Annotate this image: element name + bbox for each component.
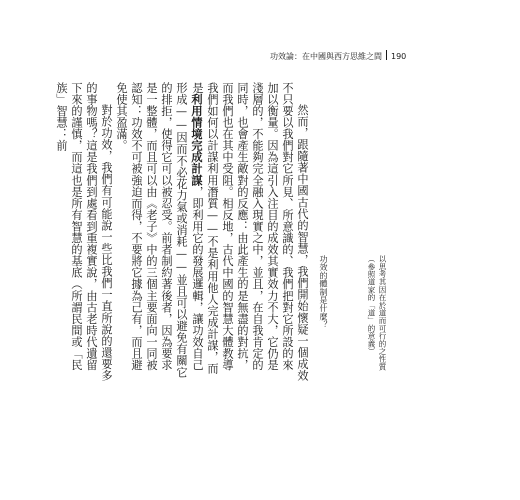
header-divider — [386, 50, 387, 60]
page-number: 190 — [391, 52, 407, 61]
paragraph-1-part-c: ，即利用它的發展邏輯，讓功效自己形成——因而不必花力氣或消耗——並且可以避免有關它的排拒，使得它可以被忍受。前者制約著後者，因為要求是一整體，而且可以由《老子》中的三個主要面向一同被認知：功效不可被強迫而得，不要將它據為己有，而且避免使其盈滿。 — [115, 82, 204, 378]
margin-note — [318, 255, 388, 375]
margin-note-question: 功效的體制是什麼？ — [319, 255, 328, 329]
paragraph-1-part-a: 然而，跟隨著中國古代的智慧，我們開始懷疑一個成效不只要以我們對它所見、所意識的、我們把對它所設的來加以衡量。因為這引入注目的成效其實效力不大，它仍是淺層的，不能夠完全融入現實之中，並且，在自我肯定的同時，也會產生敵對的反應：由此產生的是無盡的對抗，而我們也在其中受阻。相反地，古代中國的智慧大體教導我們如何以計謀利用潛質——不是利用他人完成計謀，而是 — [191, 82, 309, 382]
running-header — [270, 50, 410, 64]
paragraph-2: 對於功效，我們有可能說一些比我們一直所說的還要多的事物嗎？這是我們到處看到重複實說，由古老時代遺留下來的謹慎，而這也是所有智慧的基底（所謂民間或「民族」智慧：前 — [55, 82, 113, 382]
main-text-block — [55, 82, 310, 382]
margin-note-answer: 以思考其因在於道而可行的之性質（參照道家的「道」的意義） — [367, 255, 387, 371]
paragraph-1 — [114, 82, 310, 382]
bold-emphasis: 利用情境完成計謀 — [190, 93, 204, 186]
book-title: 功效論：在中國與西方思維之間 — [270, 52, 382, 61]
